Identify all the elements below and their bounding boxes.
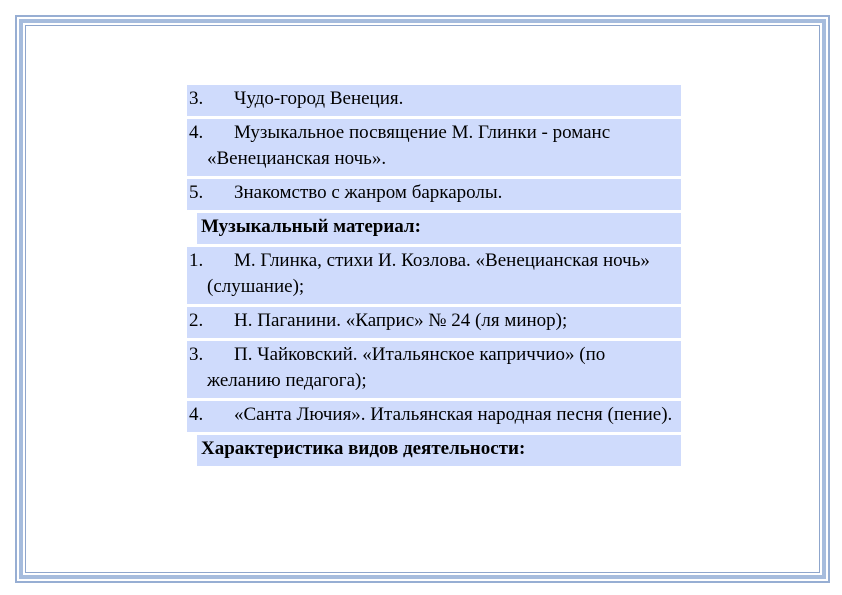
list-item [187,401,681,432]
section-heading-material: Музыкальный материал: [197,213,681,244]
list-number: 1. [189,250,204,271]
section-heading-activity: Характеристика видов деятельности: [197,435,681,466]
list-number: 3. [189,344,204,365]
list-item [187,341,681,398]
list-item [187,307,681,338]
list-item [187,119,681,176]
list-number: 2. [189,310,204,331]
list-item [187,85,681,116]
slide-content [187,85,681,466]
list-text: «Санта Лючия». Итальянская народная песня (пение). [234,404,673,425]
list-number: 3. [189,88,204,109]
list-number: 4. [189,122,204,143]
list-text: Чудо-город Венеция. [234,88,404,109]
list-text: Знакомство с жанром баркаролы. [234,182,503,203]
list-text: П. Чайковский. «Итальянское каприччио» (по желанию педагога); [207,344,606,391]
list-item [187,179,681,210]
list-text: Музыкальное посвящение М. Глинки - романс «Венецианская ночь». [207,122,611,169]
list-number: 4. [189,404,204,425]
list-number: 5. [189,182,204,203]
list-text: М. Глинка, стихи И. Козлова. «Венецианская ночь» (слушание); [207,250,650,297]
list-text: Н. Паганини. «Каприс» № 24 (ля минор); [234,310,568,331]
list-item [187,247,681,304]
